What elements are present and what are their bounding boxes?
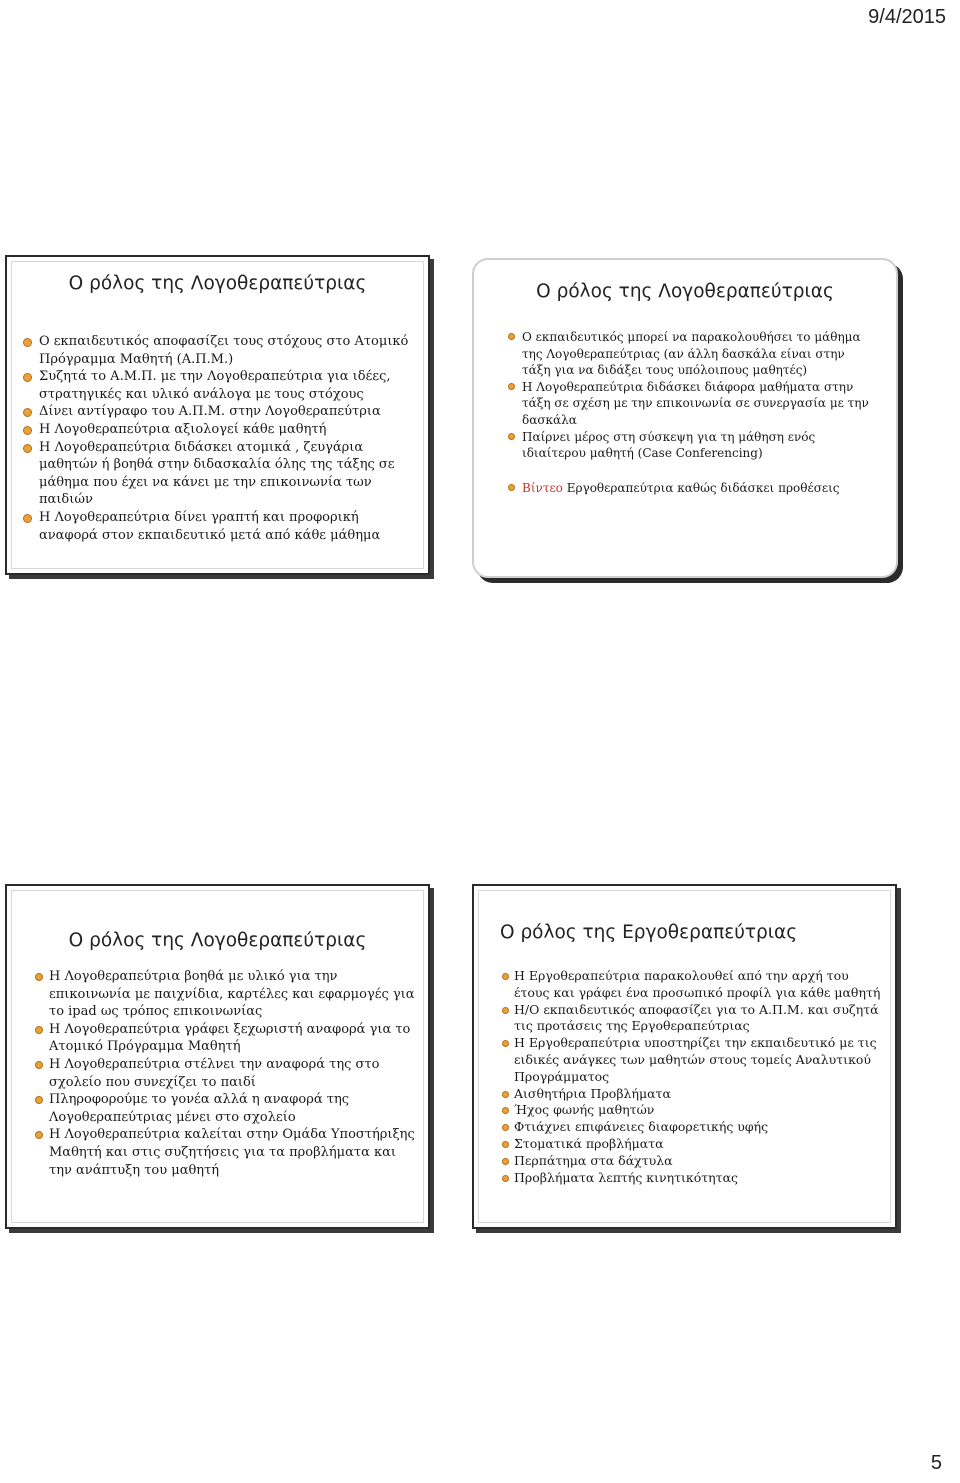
bullet-icon [502,1007,509,1014]
bullet-icon [502,1040,509,1047]
list-item [508,379,872,429]
bullet-icon [35,1131,43,1139]
bullet-icon [502,973,509,980]
bullet-icon [35,1096,43,1104]
bullet-icon [502,1107,509,1114]
list-item-text: Η Εργοθεραπεύτρια υποστηρίζει την εκπαιδευτικό με τις ειδικές ανάγκες των μαθητών στους τομείς Αναλυτικού Προγράμματος [514,1035,877,1084]
list-item [35,1021,416,1056]
list-item-text: Πληροφορούμε το γονέα αλλά η αναφορά της Λογοθεραπεύτριας μένει στο σχολείο [49,1092,350,1125]
list-item-text: Αισθητήρια Προβλήματα [514,1085,671,1101]
bullet-icon [502,1141,509,1148]
list-item [502,1102,885,1119]
list-item-text: Ο εκπαιδευτικός αποφασίζει τους στόχους στο Ατομικό Πρόγραμμα Μαθητή (Α.Π.Μ.) [39,334,409,367]
slide-title: Ο ρόλος της Λογοθεραπεύτριας [536,281,834,302]
bullet-icon [35,1061,43,1069]
bullet-icon [508,484,515,491]
page-date: 9/4/2015 [868,6,946,28]
slide-3 [5,884,430,1229]
list-item [35,968,416,1021]
bullet-icon [23,408,32,417]
bullet-list [508,329,872,496]
list-item [502,1119,885,1136]
list-item-text: Στοματικά προβλήματα [514,1135,664,1151]
list-item-text: Η Λογοθεραπεύτρια αξιολογεί κάθε μαθητή [39,421,327,437]
list-item [508,429,872,462]
list-item-text: Προβλήματα λεπτής κινητικότητας [514,1169,739,1185]
list-item-text: Δίνει αντίγραφο του Α.Π.Μ. στην Λογοθεραπεύτρια [39,404,381,420]
list-item [35,1126,416,1179]
bullet-icon [35,1026,43,1034]
list-item-text: Φτιάχνει επιφάνειες διαφορετικής υφής [514,1119,769,1135]
list-item-text: Εργοθεραπεύτρια καθώς διδάσκει προθέσεις [562,480,840,495]
list-item-text: Η Λογοθεραπεύτρια γράφει ξεχωριστή αναφορά για το Ατομικό Πρόγραμμα Μαθητή [49,1021,411,1055]
slide-title: Ο ρόλος της Λογοθεραπεύτριας [68,930,367,951]
bullet-icon [508,333,515,340]
bullet-icon [23,338,32,347]
video-link[interactable]: Βίντεο [522,480,563,495]
list-item-text: Η Λογοθεραπεύτρια διδάσκει ατομικά , ζευγάρια μαθητών ή βοηθά στην διδασκαλία όλης της τάξης σε μάθημα που έχει να κάνει με την επικοινωνία των παιδιών [39,439,395,508]
slide-title: Ο ρόλος της Εργοθεραπεύτριας [500,922,798,943]
bullet-list [35,968,416,1179]
list-item [19,439,420,509]
list-item [502,968,885,1002]
list-item [35,1091,416,1126]
list-item-text: Η Λογοθεραπεύτρια βοηθά με υλικό για την επικοινωνία με παιχνίδια, καρτέλες και εφαρμογές για το ipad ως τρόπος επικοινωνίας [49,969,415,1020]
list-item-text: Περπάτημα στα δάχτυλα [514,1152,673,1168]
list-item [508,329,872,379]
list-item [508,480,872,497]
list-item [502,1170,885,1187]
bullet-icon [508,383,515,390]
list-item-text: Η Εργοθεραπεύτρια παρακολουθεί από την αρχή του έτους και γράφει ένα προσωπικό προφίλ για κάθε μαθητή [514,968,881,1000]
bullet-icon [23,373,32,382]
list-item-text: Ο εκπαιδευτικός μπορεί να παρακολουθήσει το μάθημα της Λογοθεραπεύτριας (αν άλλη δασκάλα είναι στην τάξη για να διδάξει τους υπόλοιπους μαθητές) [522,330,861,378]
list-item [19,333,420,368]
list-item-text: Παίρνει μέρος στη σύσκεψη για τη μάθηση ενός ιδιαίτερου μαθητή (Case Conferencing) [522,429,816,461]
list-item [19,509,420,544]
bullet-list [502,968,885,1186]
list-item [502,1153,885,1170]
bullet-icon [502,1091,509,1098]
bullet-icon [502,1175,509,1182]
page-number: 5 [930,1452,942,1474]
bullet-icon [502,1158,509,1165]
bullet-icon [23,426,32,435]
bullet-list [19,333,420,544]
list-item [19,368,420,403]
list-item [502,1136,885,1153]
list-item-text: Συζητά το Α.Μ.Π. με την Λογοθεραπεύτρια για ιδέες, στρατηγικές και υλικό ανάλογα με τους στόχους [39,369,391,402]
slide-title: Ο ρόλος της Λογοθεραπεύτριας [68,273,367,294]
bullet-icon [23,444,32,453]
bullet-icon [35,973,43,981]
list-item [19,421,420,439]
slide-1 [5,255,430,575]
bullet-icon [23,514,32,523]
list-item [19,403,420,421]
list-item [35,1056,416,1091]
list-item [502,1086,885,1103]
slide-2 [472,258,898,578]
slide-4 [472,884,897,1229]
list-item-text: Η Λογοθεραπεύτρια δίνει γραπτή και προφορική αναφορά στον εκπαιδευτικό μετά από κάθε μάθημα [39,509,381,543]
list-item [502,1002,885,1036]
list-item-text: Ήχος φωνής μαθητών [514,1102,655,1118]
list-item-text: Η Λογοθεραπεύτρια διδάσκει διάφορα μαθήματα στην τάξη σε σχέση με την επικοινωνία σε συνεργασία με την δασκάλα [522,379,869,427]
list-item-text: Η/Ο εκπαιδευτικός αποφασίζει για το Α.Π.Μ. και συζητά τις προτάσεις της Εργοθεραπεύτριας [514,1001,879,1034]
bullet-icon [508,433,515,440]
list-item-text: Η Λογοθεραπεύτρια καλείται στην Ομάδα Υποστήριξης Μαθητή και στις συζητήσεις για τα προβλήματα και την ανάπτυξη του μαθητή [49,1127,415,1178]
bullet-icon [502,1124,509,1131]
list-item [502,1035,885,1085]
list-item-text: Η Λογοθεραπεύτρια στέλνει την αναφορά της στο σχολείο που συνεχίζει το παιδί [49,1056,380,1090]
